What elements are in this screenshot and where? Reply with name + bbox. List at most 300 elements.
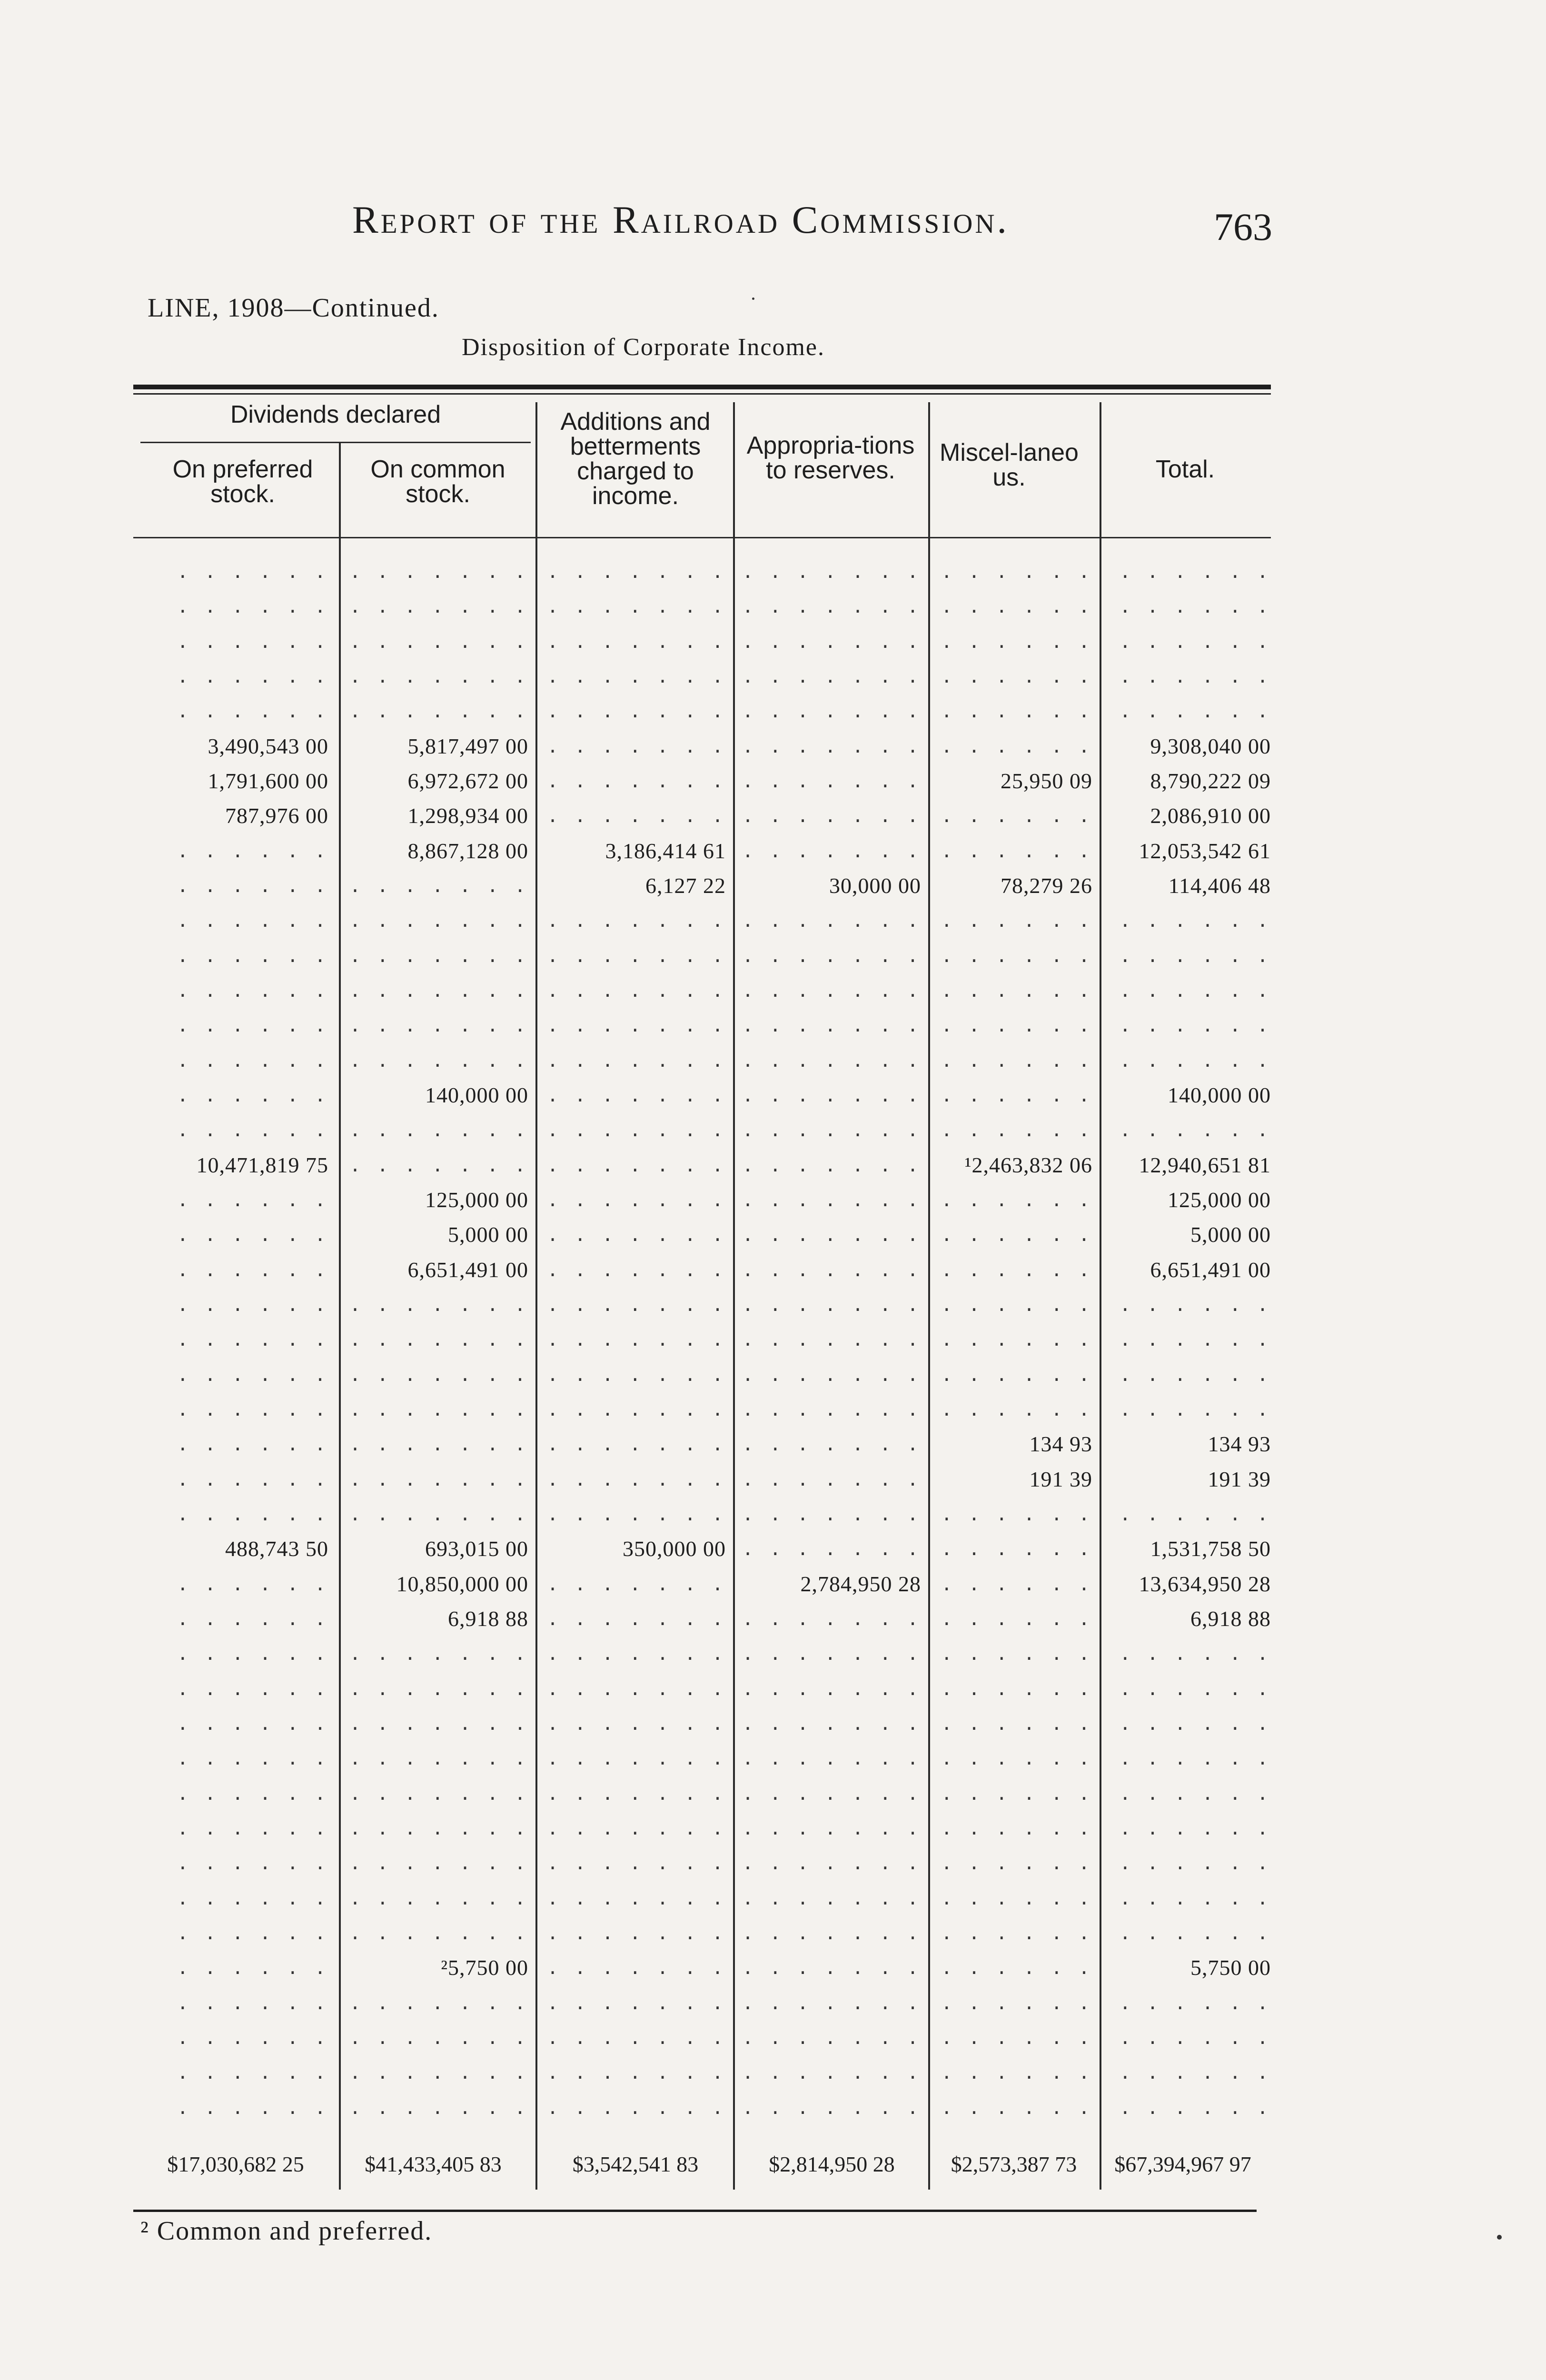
leader-dots: . . . . . . — [177, 1643, 328, 1664]
page-speck — [752, 298, 754, 300]
leader-dots: . . . . . . — [941, 1818, 1092, 1839]
header-preferred: On preferred stock. — [172, 456, 313, 508]
leader-dots: . . . . . . . — [742, 1993, 921, 2013]
leader-dots: . . . . . . . — [742, 1713, 921, 1734]
leader-dots: . . . . . . . — [547, 1888, 726, 1909]
cell-total: 6,918 88 — [1190, 1606, 1271, 1631]
leader-dots: . . . . . . — [941, 841, 1092, 862]
column-rule-2 — [535, 402, 537, 2190]
cell-misc: 191 39 — [1029, 1467, 1092, 1491]
leader-dots: . . . . . . — [941, 1399, 1092, 1420]
leader-dots: . . . . . . — [177, 980, 328, 1001]
column-rule-4 — [928, 402, 930, 2190]
leader-dots: . . . . . . — [177, 1923, 328, 1944]
leader-dots: . . . . . . — [941, 1643, 1092, 1664]
leader-dots: . . . . . . . — [547, 1748, 726, 1769]
leader-dots: . . . . . . — [1120, 1120, 1271, 1140]
leader-dots: . . . . . . . — [742, 1085, 921, 1106]
leader-dots: . . . . . . — [941, 1538, 1092, 1559]
leader-dots: . . . . . . . — [742, 1643, 921, 1664]
cell-additions: 350,000 00 — [623, 1537, 726, 1561]
leader-dots: . . . . . . — [177, 1888, 328, 1909]
leader-dots: . . . . . . . — [742, 701, 921, 722]
cell-preferred: 10,471,819 75 — [196, 1153, 328, 1177]
leader-dots: . . . . . . — [941, 1015, 1092, 1036]
cell-appropriations: 30,000 00 — [829, 873, 921, 898]
column-additions — [543, 559, 726, 2130]
leader-dots: . . . . . . — [177, 1050, 328, 1071]
leader-dots: . . . . . . — [1120, 1853, 1271, 1874]
leader-dots: . . . . . . — [177, 1329, 328, 1350]
column-appropriations — [740, 559, 921, 2130]
leader-dots: . . . . . . . — [742, 1923, 921, 1944]
leader-dots: . . . . . . — [1120, 1888, 1271, 1909]
leader-dots: . . . . . . . — [349, 666, 528, 687]
leader-dots: . . . . . . . — [742, 1678, 921, 1699]
column-common — [345, 559, 528, 2130]
leader-dots: . . . . . . — [177, 945, 328, 966]
cell-misc: ¹2,463,832 06 — [964, 1153, 1092, 1177]
total-preferred: $17,030,682 25 — [167, 2152, 304, 2176]
leader-dots: . . . . . . . — [349, 910, 528, 931]
cell-common: 10,850,000 00 — [396, 1572, 528, 1596]
leader-dots: . . . . . . . — [742, 1434, 921, 1455]
cell-common: ²5,750 00 — [441, 1955, 528, 1980]
leader-dots: . . . . . . . — [349, 701, 528, 722]
leader-dots: . . . . . . — [1120, 1364, 1271, 1385]
leader-dots: . . . . . . . — [547, 1294, 726, 1315]
leader-dots: . . . . . . . — [742, 910, 921, 931]
total-grand: $67,394,967 97 — [1114, 2152, 1251, 2176]
leader-dots: . . . . . . — [941, 1574, 1092, 1595]
leader-dots: . . . . . . — [177, 910, 328, 931]
leader-dots: . . . . . . — [941, 945, 1092, 966]
leader-dots: . . . . . . . — [742, 1294, 921, 1315]
leader-dots: . . . . . . — [941, 736, 1092, 757]
bottom-rule — [133, 2210, 1257, 2212]
leader-dots: . . . . . . — [1120, 1643, 1271, 1664]
leader-dots: . . . . . . — [1120, 945, 1271, 966]
leader-dots: . . . . . . — [941, 1783, 1092, 1804]
leader-dots: . . . . . . . — [349, 1329, 528, 1350]
leader-dots: . . . . . . . — [547, 631, 726, 652]
column-total — [1107, 559, 1271, 2130]
leader-dots: . . . . . . . — [742, 1608, 921, 1629]
leader-dots: . . . . . . — [941, 1120, 1092, 1140]
leader-dots: . . . . . . . — [547, 1608, 726, 1629]
leader-dots: . . . . . . — [1120, 910, 1271, 931]
leader-dots: . . . . . . . — [547, 1957, 726, 1978]
leader-dots: . . . . . . . — [547, 596, 726, 617]
cell-common: 5,817,497 00 — [407, 734, 528, 758]
leader-dots: . . . . . . — [941, 1853, 1092, 1874]
leader-dots: . . . . . . . — [349, 1469, 528, 1490]
leader-dots: . . . . . . . — [349, 1120, 528, 1140]
leader-dots: . . . . . . . — [349, 1294, 528, 1315]
cell-misc: 134 93 — [1029, 1432, 1092, 1456]
leader-dots: . . . . . . . — [742, 1015, 921, 1036]
leader-dots: . . . . . . . — [547, 1085, 726, 1106]
leader-dots: . . . . . . — [941, 1504, 1092, 1525]
leader-dots: . . . . . . — [1120, 1713, 1271, 1734]
leader-dots: . . . . . . . — [742, 771, 921, 792]
leader-dots: . . . . . . — [941, 2027, 1092, 2048]
leader-dots: . . . . . . — [177, 1469, 328, 1490]
leader-dots: . . . . . . — [941, 1329, 1092, 1350]
leader-dots: . . . . . . — [941, 701, 1092, 722]
leader-dots: . . . . . . . — [547, 1364, 726, 1385]
leader-dots: . . . . . . — [941, 631, 1092, 652]
leader-dots: . . . . . . — [1120, 701, 1271, 722]
leader-dots: . . . . . . — [941, 1190, 1092, 1210]
leader-dots: . . . . . . . — [547, 1329, 726, 1350]
cell-total: 2,086,910 00 — [1150, 803, 1271, 828]
leader-dots: . . . . . . . — [349, 1364, 528, 1385]
leader-dots: . . . . . . — [177, 1120, 328, 1140]
leader-dots: . . . . . . . — [349, 2062, 528, 2083]
leader-dots: . . . . . . — [1120, 1923, 1271, 1944]
cell-preferred: 787,976 00 — [225, 803, 328, 828]
total-additions: $3,542,541 83 — [572, 2152, 699, 2176]
leader-dots: . . . . . . — [177, 1783, 328, 1804]
leader-dots: . . . . . . — [177, 1015, 328, 1036]
cell-total: 125,000 00 — [1168, 1188, 1271, 1212]
column-misc — [935, 559, 1092, 2130]
cell-preferred: 1,791,600 00 — [208, 769, 328, 793]
column-rule-3 — [733, 402, 735, 2190]
leader-dots: . . . . . . — [177, 1678, 328, 1699]
leader-dots: . . . . . . — [177, 1434, 328, 1455]
leader-dots: . . . . . . . — [547, 2027, 726, 2048]
leader-dots: . . . . . . — [177, 1364, 328, 1385]
leader-dots: . . . . . . — [941, 1085, 1092, 1106]
leader-dots: . . . . . . . — [742, 1120, 921, 1140]
cell-total: 140,000 00 — [1168, 1083, 1271, 1107]
leader-dots: . . . . . . . — [547, 701, 726, 722]
leader-dots: . . . . . . . — [547, 1713, 726, 1734]
leader-dots: . . . . . . . — [547, 1818, 726, 1839]
leader-dots: . . . . . . . — [742, 1748, 921, 1769]
leader-dots: . . . . . . — [177, 2062, 328, 2083]
leader-dots: . . . . . . — [177, 1993, 328, 2013]
leader-dots: . . . . . . — [177, 1818, 328, 1839]
leader-dots: . . . . . . . — [742, 1155, 921, 1176]
cell-total: 1,531,758 50 — [1150, 1537, 1271, 1561]
leader-dots: . . . . . . — [177, 561, 328, 582]
column-rule-1 — [339, 443, 341, 2190]
leader-dots: . . . . . . . — [349, 1504, 528, 1525]
leader-dots: . . . . . . . — [349, 875, 528, 896]
footnote: ² Common and preferred. — [140, 2216, 433, 2246]
leader-dots: . . . . . . — [941, 1957, 1092, 1978]
leader-dots: . . . . . . . — [547, 1853, 726, 1874]
leader-dots: . . . . . . . — [742, 980, 921, 1001]
leader-dots: . . . . . . . — [547, 1120, 726, 1140]
leader-dots: . . . . . . . — [742, 1818, 921, 1839]
cell-total: 114,406 48 — [1168, 873, 1271, 898]
leader-dots: . . . . . . . — [742, 596, 921, 617]
cell-preferred: 488,743 50 — [225, 1537, 328, 1561]
leader-dots: . . . . . . . — [742, 1190, 921, 1210]
leader-dots: . . . . . . — [941, 1748, 1092, 1769]
cell-total: 5,000 00 — [1190, 1222, 1271, 1247]
leader-dots: . . . . . . . — [547, 1678, 726, 1699]
header-appropriations: Appropria-tions to reserves. — [746, 432, 915, 484]
leader-dots: . . . . . . . — [349, 945, 528, 966]
leader-dots: . . . . . . . — [547, 1399, 726, 1420]
leader-dots: . . . . . . — [1120, 1993, 1271, 2013]
leader-dots: . . . . . . — [1120, 1783, 1271, 1804]
leader-dots: . . . . . . . — [349, 2097, 528, 2118]
leader-dots: . . . . . . . — [742, 2062, 921, 2083]
group-header-rule — [140, 442, 531, 443]
column-preferred — [152, 559, 328, 2130]
leader-dots: . . . . . . . — [547, 1469, 726, 1490]
leader-dots: . . . . . . . — [547, 1993, 726, 2013]
leader-dots: . . . . . . . — [547, 2062, 726, 2083]
leader-dots: . . . . . . — [177, 1748, 328, 1769]
leader-dots: . . . . . . . — [742, 631, 921, 652]
header-additions: Additions and betterments charged to income. — [560, 408, 711, 510]
leader-dots: . . . . . . . — [349, 1888, 528, 1909]
leader-dots: . . . . . . — [941, 1050, 1092, 1071]
leader-dots: . . . . . . — [1120, 2097, 1271, 2118]
leader-dots: . . . . . . . — [349, 1155, 528, 1176]
cell-common: 1,298,934 00 — [407, 803, 528, 828]
leader-dots: . . . . . . . — [349, 1678, 528, 1699]
leader-dots: . . . . . . — [177, 1574, 328, 1595]
cell-total: 13,634,950 28 — [1139, 1572, 1271, 1596]
header-dividends-declared: Dividends declared — [230, 401, 441, 428]
leader-dots: . . . . . . . — [742, 1504, 921, 1525]
leader-dots: . . . . . . — [941, 1294, 1092, 1315]
leader-dots: . . . . . . — [177, 1504, 328, 1525]
leader-dots: . . . . . . . — [742, 561, 921, 582]
leader-dots: . . . . . . — [177, 1608, 328, 1629]
leader-dots: . . . . . . — [1120, 631, 1271, 652]
leader-dots: . . . . . . — [177, 2097, 328, 2118]
page-speck — [1497, 2235, 1502, 2240]
cell-total: 134 93 — [1208, 1432, 1271, 1456]
leader-dots: . . . . . . . — [547, 805, 726, 826]
leader-dots: . . . . . . — [1120, 561, 1271, 582]
leader-dots: . . . . . . — [941, 805, 1092, 826]
leader-dots: . . . . . . . — [742, 1050, 921, 1071]
leader-dots: . . . . . . — [1120, 1015, 1271, 1036]
leader-dots: . . . . . . — [1120, 1294, 1271, 1315]
leader-dots: . . . . . . — [1120, 1748, 1271, 1769]
leader-dots: . . . . . . — [177, 2027, 328, 2048]
cell-total: 8,790,222 09 — [1150, 769, 1271, 793]
leader-dots: . . . . . . . — [742, 1538, 921, 1559]
leader-dots: . . . . . . . — [742, 1469, 921, 1490]
leader-dots: . . . . . . . — [742, 1364, 921, 1385]
cell-additions: 6,127 22 — [645, 873, 726, 898]
leader-dots: . . . . . . . — [742, 1783, 921, 1804]
leader-dots: . . . . . . — [941, 910, 1092, 931]
leader-dots: . . . . . . — [177, 1224, 328, 1245]
leader-dots: . . . . . . . — [349, 1434, 528, 1455]
leader-dots: . . . . . . — [177, 1085, 328, 1106]
page-title: Report of the Railroad Commission. — [352, 198, 1010, 241]
leader-dots: . . . . . . — [941, 1364, 1092, 1385]
leader-dots: . . . . . . . — [742, 2097, 921, 2118]
leader-dots: . . . . . . . — [547, 736, 726, 757]
leader-dots: . . . . . . . — [742, 1224, 921, 1245]
leader-dots: . . . . . . — [941, 561, 1092, 582]
leader-dots: . . . . . . — [1120, 1050, 1271, 1071]
leader-dots: . . . . . . — [1120, 596, 1271, 617]
cell-misc: 25,950 09 — [1001, 769, 1092, 793]
leader-dots: . . . . . . . — [742, 805, 921, 826]
cell-misc: 78,279 26 — [1001, 873, 1092, 898]
leader-dots: . . . . . . . — [547, 1050, 726, 1071]
leader-dots: . . . . . . — [941, 1224, 1092, 1245]
cell-common: 140,000 00 — [425, 1083, 528, 1107]
cell-common: 125,000 00 — [425, 1188, 528, 1212]
leader-dots: . . . . . . . — [547, 1643, 726, 1664]
leader-dots: . . . . . . . — [349, 1015, 528, 1036]
leader-dots: . . . . . . . — [547, 666, 726, 687]
leader-dots: . . . . . . . — [742, 666, 921, 687]
leader-dots: . . . . . . — [177, 1713, 328, 1734]
leader-dots: . . . . . . . — [547, 1574, 726, 1595]
leader-dots: . . . . . . . — [349, 1923, 528, 1944]
leader-dots: . . . . . . . — [742, 1888, 921, 1909]
leader-dots: . . . . . . . — [349, 631, 528, 652]
leader-dots: . . . . . . . — [349, 596, 528, 617]
leader-dots: . . . . . . . — [547, 945, 726, 966]
leader-dots: . . . . . . . — [547, 980, 726, 1001]
leader-dots: . . . . . . — [177, 841, 328, 862]
leader-dots: . . . . . . — [177, 1957, 328, 1978]
total-misc: $2,573,387 73 — [951, 2152, 1077, 2176]
cell-preferred: 3,490,543 00 — [208, 734, 328, 758]
header-total: Total. — [1155, 456, 1215, 483]
top-thin-rule — [133, 393, 1271, 395]
leader-dots: . . . . . . — [177, 1294, 328, 1315]
header-common: On common stock. — [370, 456, 505, 508]
leader-dots: . . . . . . . — [742, 945, 921, 966]
cell-total: 12,940,651 81 — [1139, 1153, 1271, 1177]
cell-common: 693,015 00 — [425, 1537, 528, 1561]
leader-dots: . . . . . . . — [547, 2097, 726, 2118]
leader-dots: . . . . . . . — [349, 561, 528, 582]
leader-dots: . . . . . . — [1120, 1329, 1271, 1350]
leader-dots: . . . . . . . — [349, 1643, 528, 1664]
leader-dots: . . . . . . — [941, 596, 1092, 617]
table-caption: Disposition of Corporate Income. — [462, 334, 825, 361]
leader-dots: . . . . . . — [941, 1259, 1092, 1280]
leader-dots: . . . . . . . — [547, 1155, 726, 1176]
leader-dots: . . . . . . . — [547, 1504, 726, 1525]
leader-dots: . . . . . . . — [547, 1190, 726, 1210]
cell-appropriations: 2,784,950 28 — [800, 1572, 921, 1596]
leader-dots: . . . . . . . — [547, 1923, 726, 1944]
leader-dots: . . . . . . — [177, 666, 328, 687]
cell-common: 8,867,128 00 — [407, 839, 528, 863]
leader-dots: . . . . . . . — [349, 1050, 528, 1071]
leader-dots: . . . . . . . — [349, 1853, 528, 1874]
leader-dots: . . . . . . . — [547, 1783, 726, 1804]
leader-dots: . . . . . . . — [349, 1713, 528, 1734]
column-rule-5 — [1100, 402, 1101, 2190]
cell-common: 6,972,672 00 — [407, 769, 528, 793]
leader-dots: . . . . . . . — [742, 1259, 921, 1280]
leader-dots: . . . . . . — [177, 1190, 328, 1210]
leader-dots: . . . . . . — [177, 701, 328, 722]
leader-dots: . . . . . . — [941, 666, 1092, 687]
cell-total: 12,053,542 61 — [1139, 839, 1271, 863]
leader-dots: . . . . . . . — [349, 1783, 528, 1804]
cell-total: 9,308,040 00 — [1150, 734, 1271, 758]
leader-dots: . . . . . . . — [547, 561, 726, 582]
leader-dots: . . . . . . . — [547, 771, 726, 792]
leader-dots: . . . . . . — [941, 2062, 1092, 2083]
leader-dots: . . . . . . — [177, 1399, 328, 1420]
leader-dots: . . . . . . — [1120, 1818, 1271, 1839]
leader-dots: . . . . . . — [941, 980, 1092, 1001]
leader-dots: . . . . . . . — [349, 1818, 528, 1839]
leader-dots: . . . . . . — [1120, 1678, 1271, 1699]
leader-dots: . . . . . . — [941, 1993, 1092, 2013]
leader-dots: . . . . . . . — [742, 841, 921, 862]
leader-dots: . . . . . . . — [742, 1329, 921, 1350]
leader-dots: . . . . . . — [177, 631, 328, 652]
leader-dots: . . . . . . — [177, 596, 328, 617]
leader-dots: . . . . . . — [941, 1608, 1092, 1629]
leader-dots: . . . . . . . — [349, 1748, 528, 1769]
cell-total: 5,750 00 — [1190, 1955, 1271, 1980]
leader-dots: . . . . . . . — [547, 1434, 726, 1455]
leader-dots: . . . . . . . — [742, 1957, 921, 1978]
leader-dots: . . . . . . — [177, 1853, 328, 1874]
cell-common: 6,651,491 00 — [407, 1258, 528, 1282]
leader-dots: . . . . . . — [1120, 666, 1271, 687]
leader-dots: . . . . . . . — [742, 1853, 921, 1874]
leader-dots: . . . . . . . — [547, 1015, 726, 1036]
leader-dots: . . . . . . . — [742, 1399, 921, 1420]
continued-line: LINE, 1908—Continued. — [148, 293, 439, 323]
leader-dots: . . . . . . — [1120, 2062, 1271, 2083]
leader-dots: . . . . . . — [1120, 1399, 1271, 1420]
leader-dots: . . . . . . — [177, 875, 328, 896]
cell-additions: 3,186,414 61 — [605, 839, 726, 863]
cell-common: 6,918 88 — [448, 1606, 528, 1631]
leader-dots: . . . . . . . — [349, 980, 528, 1001]
top-thick-rule — [133, 385, 1271, 389]
leader-dots: . . . . . . — [1120, 1504, 1271, 1525]
leader-dots: . . . . . . — [941, 2097, 1092, 2118]
cell-common: 5,000 00 — [448, 1222, 528, 1247]
leader-dots: . . . . . . . — [742, 736, 921, 757]
leader-dots: . . . . . . — [941, 1923, 1092, 1944]
leader-dots: . . . . . . — [1120, 2027, 1271, 2048]
leader-dots: . . . . . . . — [547, 910, 726, 931]
leader-dots: . . . . . . — [941, 1678, 1092, 1699]
leader-dots: . . . . . . — [177, 1259, 328, 1280]
total-common: $41,433,405 83 — [365, 2152, 502, 2176]
leader-dots: . . . . . . — [941, 1888, 1092, 1909]
total-appropriations: $2,814,950 28 — [769, 2152, 895, 2176]
leader-dots: . . . . . . . — [349, 1399, 528, 1420]
leader-dots: . . . . . . . — [349, 1993, 528, 2013]
page-number: 763 — [1214, 205, 1272, 248]
leader-dots: . . . . . . . — [547, 1224, 726, 1245]
leader-dots: . . . . . . — [941, 1713, 1092, 1734]
leader-dots: . . . . . . . — [349, 2027, 528, 2048]
leader-dots: . . . . . . — [1120, 980, 1271, 1001]
